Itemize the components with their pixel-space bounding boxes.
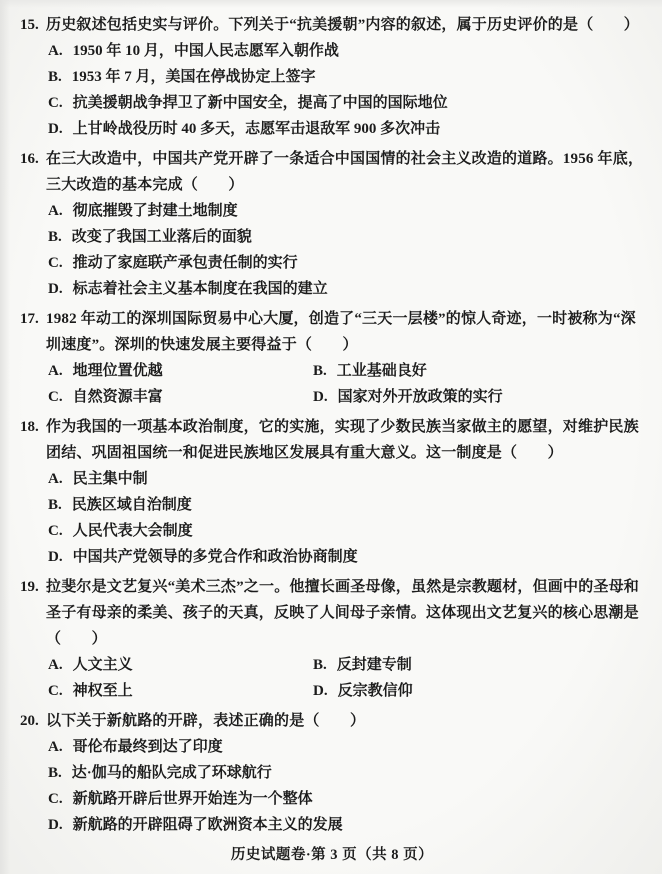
option-text: 自然资源丰富 [72, 389, 163, 405]
option [48, 384, 313, 410]
question-number: 18. [20, 419, 39, 435]
option-label: D. [313, 683, 328, 699]
option [48, 198, 644, 224]
option-label: A. [48, 657, 63, 673]
question-stem-row [20, 414, 644, 466]
question-stem-row [20, 306, 644, 358]
option [48, 250, 644, 276]
option-label: A. [48, 363, 63, 379]
option-text: 抗美援朝战争捍卫了新中国安全，提高了中国的国际地位 [72, 95, 448, 111]
question [20, 12, 644, 142]
option-label: C. [48, 683, 63, 699]
question-number: 20. [20, 713, 39, 729]
footer-text: 历史试题卷·第 3 页（共 8 页） [230, 847, 434, 863]
option [48, 38, 644, 64]
question [20, 574, 644, 704]
option [48, 734, 644, 760]
option [48, 544, 644, 570]
question-list [20, 12, 644, 838]
option-label: B. [313, 363, 327, 379]
option-label: C. [48, 791, 63, 807]
option-text: 推动了家庭联产承包责任制的实行 [72, 255, 298, 271]
page-footer [20, 844, 644, 866]
option-text: 达·伽马的船队完成了环球航行 [71, 765, 272, 781]
option-list [48, 734, 644, 838]
question-stem: 在三大改造中，中国共产党开辟了一条适合中国国情的社会主义改造的道路。1956 年底，三大改造的基本完成（ ） [46, 151, 644, 193]
option-label: D. [48, 817, 63, 833]
question-stem: 以下关于新航路的开辟，表述正确的是（ ） [46, 713, 366, 729]
option-label: C. [48, 255, 63, 271]
question-stem-row [20, 708, 644, 734]
question-number: 16. [20, 151, 39, 167]
option-text: 神权至上 [72, 683, 133, 699]
option [48, 358, 313, 384]
option-label: D. [48, 281, 63, 297]
option [48, 224, 644, 250]
question-stem: 作为我国的一项基本政治制度，它的实施，实现了少数民族当家做主的愿望，对维护民族团结、巩固祖国统一和促进民族地区发展具有重大意义。这一制度是（ ） [46, 419, 639, 461]
option [48, 64, 644, 90]
option-text: 中国共产党领导的多党合作和政治协商制度 [72, 549, 358, 565]
option-text: 国家对外开放政策的实行 [337, 389, 503, 405]
option-text: 彻底摧毁了封建土地制度 [72, 203, 238, 219]
question-number: 15. [20, 17, 39, 33]
question-stem: 1982 年动工的深圳国际贸易中心大厦，创造了“三天一层楼”的惊人奇迹，一时被称为“深圳速度”。深圳的快速发展主要得益于（ ） [46, 311, 636, 353]
option-list [48, 466, 644, 570]
option-list [48, 38, 644, 142]
option [48, 518, 644, 544]
option [48, 116, 644, 142]
option-label: B. [48, 765, 62, 781]
option-label: B. [48, 497, 62, 513]
question-number: 17. [20, 311, 39, 327]
option-text: 新航路的开辟阻碍了欧洲资本主义的发展 [72, 817, 343, 833]
option-text: 1953 年 7 月，美国在停战协定上签字 [71, 69, 316, 85]
option-label: A. [48, 203, 63, 219]
option-list [48, 652, 644, 704]
option [313, 652, 644, 678]
option [48, 678, 313, 704]
option [48, 90, 644, 116]
option-label: B. [48, 69, 62, 85]
option-label: B. [313, 657, 327, 673]
option-text: 工业基础良好 [336, 363, 427, 379]
option-text: 改变了我国工业落后的面貌 [71, 229, 252, 245]
question-stem-row [20, 574, 644, 652]
option [313, 358, 644, 384]
option-text: 民主集中制 [72, 471, 148, 487]
question [20, 708, 644, 838]
option [48, 466, 644, 492]
option [48, 812, 644, 838]
option-label: B. [48, 229, 62, 245]
option-text: 1950 年 10 月，中国人民志愿军入朝作战 [72, 43, 339, 59]
question [20, 306, 644, 410]
question-stem-row [20, 12, 644, 38]
option [48, 492, 644, 518]
question-stem-row [20, 146, 644, 198]
option-text: 反封建专制 [336, 657, 412, 673]
option-text: 哥伦布最终到达了印度 [72, 739, 223, 755]
question-stem: 历史叙述包括史实与评价。下列关于“抗美援朝”内容的叙述，属于历史评价的是（ ） [46, 17, 640, 33]
question [20, 414, 644, 570]
option-list [48, 358, 644, 410]
option-label: D. [313, 389, 328, 405]
option [48, 786, 644, 812]
option-list [48, 198, 644, 302]
option [313, 678, 644, 704]
question-number: 19. [20, 579, 39, 595]
option-text: 人文主义 [72, 657, 133, 673]
option-label: C. [48, 95, 63, 111]
option [48, 276, 644, 302]
option-label: C. [48, 523, 63, 539]
option-label: A. [48, 471, 63, 487]
option-text: 反宗教信仰 [337, 683, 413, 699]
option-label: D. [48, 121, 63, 137]
option-text: 民族区域自治制度 [71, 497, 192, 513]
option [48, 652, 313, 678]
option-text: 上甘岭战役历时 40 多天，志愿军击退敌军 900 多次冲击 [72, 121, 441, 137]
option-label: C. [48, 389, 63, 405]
question [20, 146, 644, 302]
option-text: 新航路开辟后世界开始连为一个整体 [72, 791, 313, 807]
option-text: 地理位置优越 [72, 363, 163, 379]
option [313, 384, 644, 410]
option-label: A. [48, 739, 63, 755]
option-text: 标志着社会主义基本制度在我国的建立 [72, 281, 328, 297]
option-label: A. [48, 43, 63, 59]
question-stem: 拉斐尔是文艺复兴“美术三杰”之一。他擅长画圣母像，虽然是宗教题材，但画中的圣母和圣子有母亲的柔美、孩子的天真，反映了人间母子亲情。这体现出文艺复兴的核心思潮是（ ） [46, 579, 640, 647]
option-label: D. [48, 549, 63, 565]
option [48, 760, 644, 786]
option-text: 人民代表大会制度 [72, 523, 193, 539]
